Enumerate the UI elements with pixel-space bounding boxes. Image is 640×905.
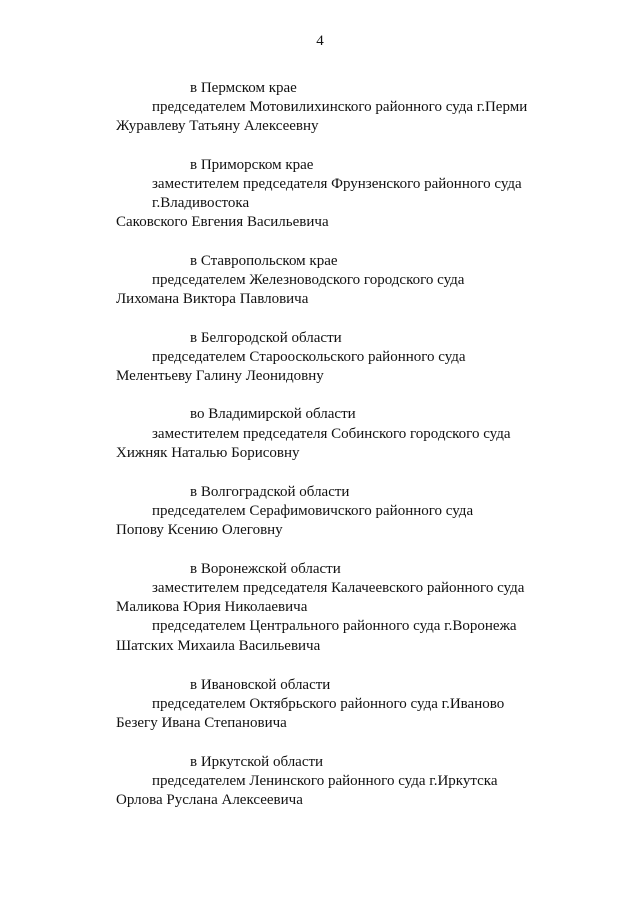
position-text: председателем Железноводского городского суда xyxy=(152,272,465,288)
person-name: Хижняк Наталью Борисовну xyxy=(116,445,300,461)
person-name: Орлова Руслана Алексеевича xyxy=(116,792,303,808)
position-text: г.Владивостока xyxy=(152,195,250,211)
position-text: председателем Серафимовичского районного суда xyxy=(152,503,474,519)
region-heading: во Владимирской области xyxy=(190,406,356,422)
position-text: председателем Октябрьского районного суда г.Иваново xyxy=(152,696,505,712)
region-heading: в Приморском крае xyxy=(190,157,314,173)
page-number: 4 xyxy=(316,33,324,49)
person-name: Журавлеву Татьяну Алексеевну xyxy=(116,118,319,134)
position-text: председателем Мотовилихинского районного суда г.Перми xyxy=(152,99,528,115)
person-name: Безегу Ивана Степановича xyxy=(116,715,287,731)
position-text: председателем Ленинского районного суда г.Иркутска xyxy=(152,773,498,789)
person-name: Попову Ксению Олеговну xyxy=(116,522,283,538)
position-text: заместителем председателя Фрунзенского районного суда xyxy=(152,176,522,192)
region-heading: в Пермском крае xyxy=(190,80,297,96)
region-heading: в Волгоградской области xyxy=(190,484,350,500)
region-heading: в Воронежской области xyxy=(190,561,341,577)
region-heading: в Иркутской области xyxy=(190,754,324,770)
position-text: председателем Старооскольского районного суда xyxy=(152,349,466,365)
position-text: председателем Центрального районного суда г.Воронежа xyxy=(152,618,517,634)
position-text: заместителем председателя Калачеевского районного суда xyxy=(152,580,525,596)
person-name: Шатских Михаила Васильевича xyxy=(116,638,321,654)
position-text: заместителем председателя Собинского городского суда xyxy=(152,426,511,442)
region-heading: в Ивановской области xyxy=(190,677,331,693)
person-name: Мелентьеву Галину Леонидовну xyxy=(116,368,324,384)
person-name: Маликова Юрия Николаевича xyxy=(116,599,308,615)
region-heading: в Ставропольском крае xyxy=(190,253,338,269)
person-name: Лихомана Виктора Павловича xyxy=(116,291,309,307)
region-heading: в Белгородской области xyxy=(190,330,342,346)
person-name: Саковского Евгения Васильевича xyxy=(116,214,329,230)
